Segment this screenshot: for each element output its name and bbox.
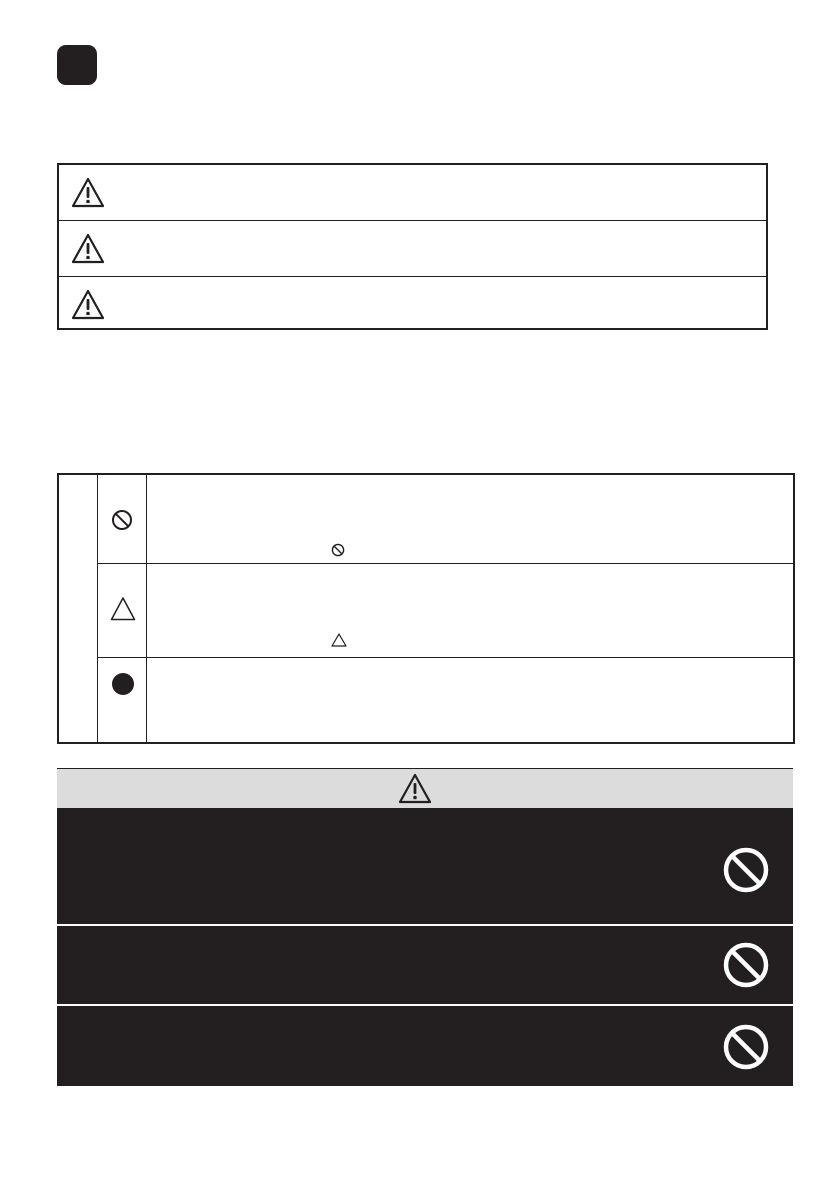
caution-triangle-icon (331, 633, 347, 647)
mandatory-circle-icon (111, 672, 135, 696)
warning-section-header (57, 768, 793, 808)
prohibition-icon (722, 846, 770, 894)
signal-level-row (59, 277, 766, 332)
symbol-legend-row (98, 564, 793, 657)
prohibition-icon (722, 1023, 770, 1071)
signal-level-row (59, 165, 766, 220)
warning-triangle-icon (71, 289, 105, 321)
warning-block (57, 808, 793, 924)
symbol-legend-row (98, 658, 793, 744)
warning-triangle-icon (398, 773, 432, 805)
warning-triangle-icon (71, 233, 105, 265)
signal-levels-table (57, 163, 768, 330)
warning-block (57, 1006, 793, 1086)
symbol-legend-table (57, 473, 795, 744)
symbol-legend-row (98, 475, 793, 563)
warning-block (57, 926, 793, 1004)
caution-triangle-icon (110, 596, 136, 622)
prohibition-icon (111, 509, 133, 531)
signal-level-row (59, 221, 766, 276)
prohibition-icon (331, 543, 345, 557)
warning-triangle-icon (71, 177, 105, 209)
prohibition-icon (722, 941, 770, 989)
section-number-badge (57, 45, 97, 85)
